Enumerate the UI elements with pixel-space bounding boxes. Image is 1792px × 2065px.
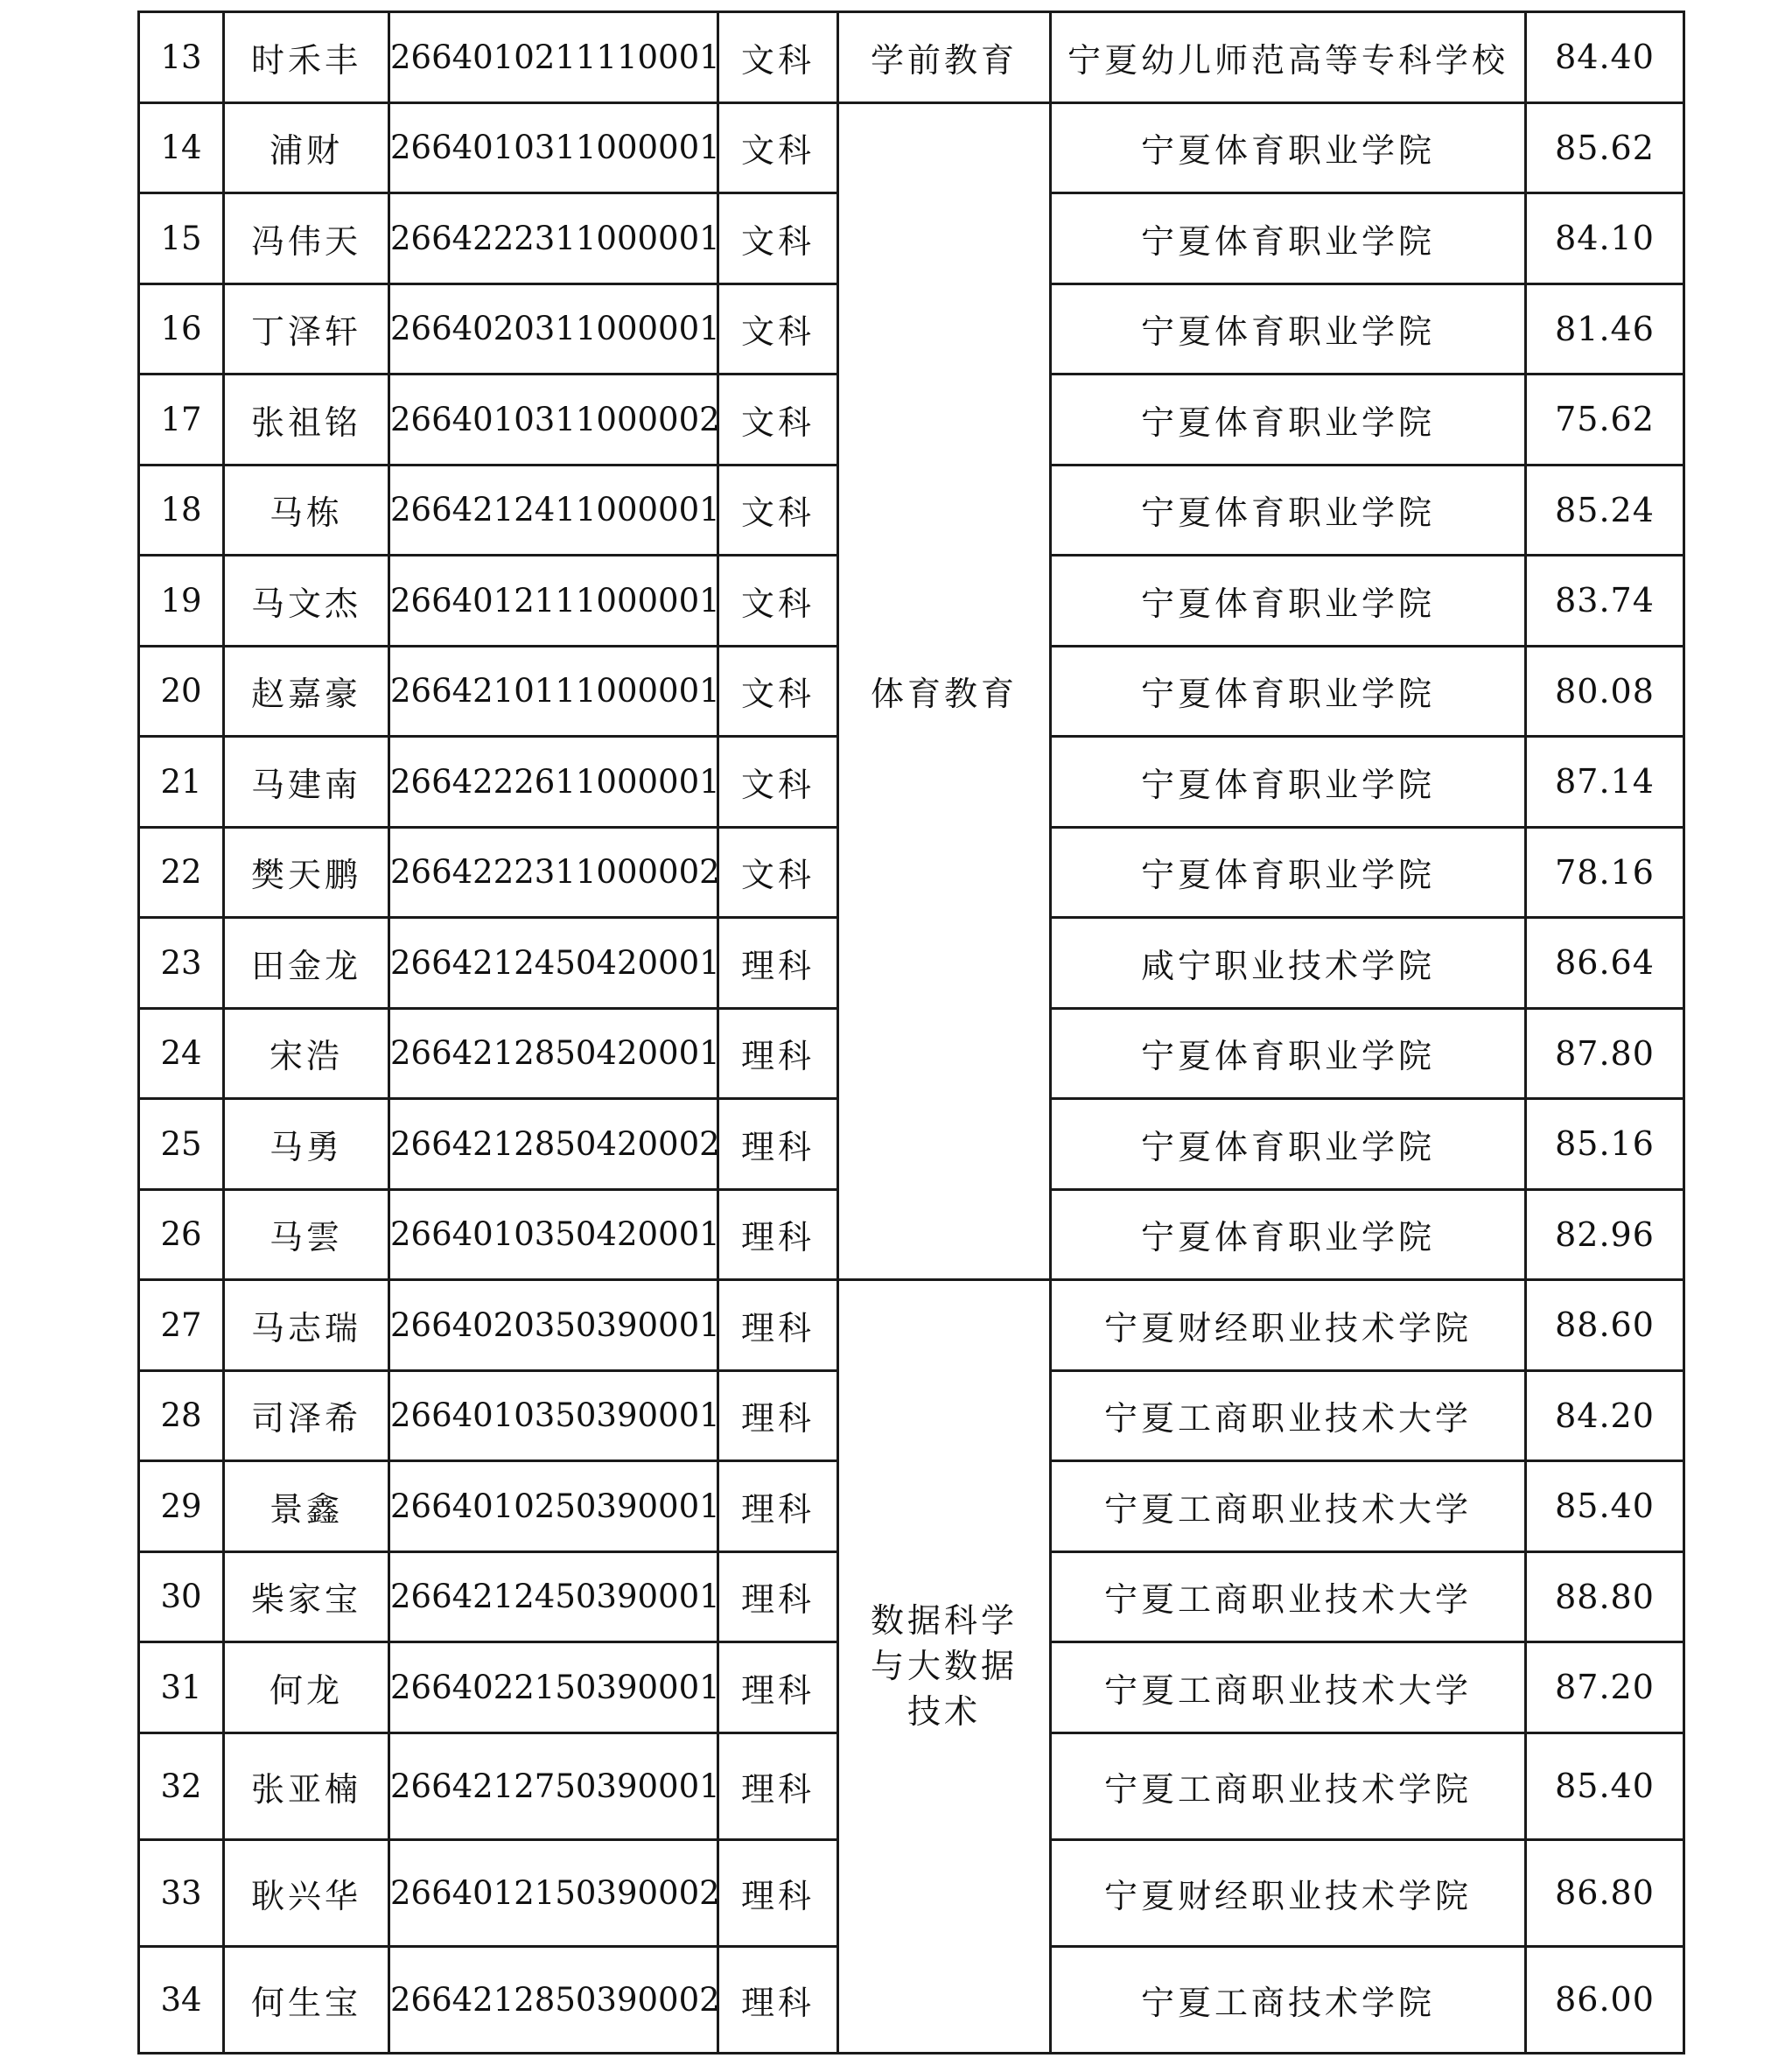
major-data-science-line3: 技术	[906, 1692, 981, 1732]
row-number: 14	[139, 102, 224, 193]
subject-type: 理科	[718, 1099, 838, 1190]
row-number: 23	[139, 918, 224, 1009]
major-pe: 体育教育	[838, 102, 1051, 1280]
score: 85.24	[1526, 465, 1684, 556]
row-number: 15	[139, 193, 224, 284]
row-number: 24	[139, 1008, 224, 1099]
student-name: 马志瑞	[224, 1280, 389, 1371]
major-data-science-line1: 数据科学	[870, 1601, 1018, 1641]
row-number: 31	[139, 1642, 224, 1733]
exam-code: 2664212450390001	[389, 1551, 718, 1642]
score: 84.40	[1526, 12, 1684, 103]
score: 85.16	[1526, 1099, 1684, 1190]
subject-type: 理科	[718, 1189, 838, 1280]
row-number: 34	[139, 1946, 224, 2053]
subject-type: 文科	[718, 374, 838, 466]
school-name: 咸宁职业技术学院	[1051, 918, 1526, 1009]
exam-code: 2664212411000001	[389, 465, 718, 556]
student-name: 马雲	[224, 1189, 389, 1280]
exam-code: 2664212850420002	[389, 1099, 718, 1190]
student-name: 冯伟天	[224, 193, 389, 284]
score: 84.20	[1526, 1370, 1684, 1461]
score: 84.10	[1526, 193, 1684, 284]
score: 85.62	[1526, 102, 1684, 193]
row-number: 19	[139, 556, 224, 647]
score: 82.96	[1526, 1189, 1684, 1280]
subject-type: 文科	[718, 102, 838, 193]
student-name: 马勇	[224, 1099, 389, 1190]
exam-code: 2664012111000001	[389, 556, 718, 647]
student-name: 丁泽轩	[224, 284, 389, 374]
row-number: 20	[139, 646, 224, 737]
table-row	[139, 102, 1684, 193]
student-name: 宋浩	[224, 1008, 389, 1099]
exam-code: 2664010311000001	[389, 102, 718, 193]
school-name: 宁夏体育职业学院	[1051, 1189, 1526, 1280]
subject-type: 文科	[718, 193, 838, 284]
student-name: 何龙	[224, 1642, 389, 1733]
subject-type: 理科	[718, 918, 838, 1009]
table-row	[139, 1280, 1684, 1371]
student-name: 樊天鹏	[224, 827, 389, 918]
student-name: 张亚楠	[224, 1732, 389, 1839]
student-name: 马栋	[224, 465, 389, 556]
major-data-science	[838, 1280, 1051, 2054]
subject-type: 文科	[718, 827, 838, 918]
school-name: 宁夏工商职业技术大学	[1051, 1551, 1526, 1642]
row-number: 21	[139, 737, 224, 828]
exam-code: 2664010311000002	[389, 374, 718, 466]
exam-code: 2664010211110001	[389, 12, 718, 103]
exam-code: 2664210111000001	[389, 646, 718, 737]
row-number: 22	[139, 827, 224, 918]
school-name: 宁夏工商职业技术大学	[1051, 1461, 1526, 1552]
exam-code: 2664020350390001	[389, 1280, 718, 1371]
score: 80.08	[1526, 646, 1684, 737]
subject-type: 文科	[718, 12, 838, 103]
score: 87.14	[1526, 737, 1684, 828]
subject-type: 文科	[718, 556, 838, 647]
school-name: 宁夏体育职业学院	[1051, 374, 1526, 466]
score: 85.40	[1526, 1732, 1684, 1839]
student-name: 柴家宝	[224, 1551, 389, 1642]
subject-type: 理科	[718, 1008, 838, 1099]
score: 88.60	[1526, 1280, 1684, 1371]
school-name: 宁夏体育职业学院	[1051, 193, 1526, 284]
school-name: 宁夏体育职业学院	[1051, 737, 1526, 828]
exam-code: 2664010250390001	[389, 1461, 718, 1552]
student-name: 马文杰	[224, 556, 389, 647]
exam-code: 2664212450420001	[389, 918, 718, 1009]
table-row	[139, 12, 1684, 103]
score: 87.20	[1526, 1642, 1684, 1733]
row-number: 29	[139, 1461, 224, 1552]
school-name: 宁夏财经职业技术学院	[1051, 1839, 1526, 1946]
subject-type: 文科	[718, 646, 838, 737]
student-name: 司泽希	[224, 1370, 389, 1461]
school-name: 宁夏工商技术学院	[1051, 1946, 1526, 2053]
school-name: 宁夏体育职业学院	[1051, 556, 1526, 647]
score: 85.40	[1526, 1461, 1684, 1552]
student-name: 田金龙	[224, 918, 389, 1009]
exam-code: 2664222311000001	[389, 193, 718, 284]
subject-type: 文科	[718, 284, 838, 374]
row-number: 33	[139, 1839, 224, 1946]
row-number: 30	[139, 1551, 224, 1642]
exam-code: 2664020311000001	[389, 284, 718, 374]
exam-code: 2664010350420001	[389, 1189, 718, 1280]
row-number: 26	[139, 1189, 224, 1280]
subject-type: 理科	[718, 1642, 838, 1733]
student-name: 何生宝	[224, 1946, 389, 2053]
row-number: 28	[139, 1370, 224, 1461]
score: 87.80	[1526, 1008, 1684, 1099]
score: 86.64	[1526, 918, 1684, 1009]
school-name: 宁夏体育职业学院	[1051, 646, 1526, 737]
school-name: 宁夏工商职业技术大学	[1051, 1370, 1526, 1461]
student-name: 浦财	[224, 102, 389, 193]
subject-type: 文科	[718, 465, 838, 556]
school-name: 宁夏体育职业学院	[1051, 465, 1526, 556]
student-name: 马建南	[224, 737, 389, 828]
subject-type: 理科	[718, 1946, 838, 2053]
major-data-science-line2: 与大数据	[870, 1647, 1018, 1686]
row-number: 18	[139, 465, 224, 556]
row-number: 17	[139, 374, 224, 466]
student-name: 景鑫	[224, 1461, 389, 1552]
student-name: 张祖铭	[224, 374, 389, 466]
student-name: 耿兴华	[224, 1839, 389, 1946]
exam-code: 2664212850420001	[389, 1008, 718, 1099]
school-name: 宁夏体育职业学院	[1051, 102, 1526, 193]
school-name: 宁夏体育职业学院	[1051, 284, 1526, 374]
exam-code: 2664022150390001	[389, 1642, 718, 1733]
score: 88.80	[1526, 1551, 1684, 1642]
exam-code: 2664010350390001	[389, 1370, 718, 1461]
school-name: 宁夏体育职业学院	[1051, 827, 1526, 918]
subject-type: 文科	[718, 737, 838, 828]
exam-code: 2664222311000002	[389, 827, 718, 918]
school-name: 宁夏工商职业技术大学	[1051, 1642, 1526, 1733]
row-number: 27	[139, 1280, 224, 1371]
subject-type: 理科	[718, 1732, 838, 1839]
row-number: 13	[139, 12, 224, 103]
score: 75.62	[1526, 374, 1684, 466]
score: 81.46	[1526, 284, 1684, 374]
school-name: 宁夏体育职业学院	[1051, 1099, 1526, 1190]
subject-type: 理科	[718, 1461, 838, 1552]
major-preschool: 学前教育	[838, 12, 1051, 103]
subject-type: 理科	[718, 1551, 838, 1642]
school-name: 宁夏幼儿师范高等专科学校	[1051, 12, 1526, 103]
subject-type: 理科	[718, 1839, 838, 1946]
exam-code: 2664222611000001	[389, 737, 718, 828]
subject-type: 理科	[718, 1370, 838, 1461]
score: 78.16	[1526, 827, 1684, 918]
row-number: 16	[139, 284, 224, 374]
score: 83.74	[1526, 556, 1684, 647]
school-name: 宁夏财经职业技术学院	[1051, 1280, 1526, 1371]
row-number: 25	[139, 1099, 224, 1190]
exam-code: 2664212850390002	[389, 1946, 718, 2053]
score: 86.00	[1526, 1946, 1684, 2053]
admission-table	[137, 10, 1685, 2054]
school-name: 宁夏体育职业学院	[1051, 1008, 1526, 1099]
row-number: 32	[139, 1732, 224, 1839]
exam-code: 2664012150390002	[389, 1839, 718, 1946]
student-name: 时禾丰	[224, 12, 389, 103]
school-name: 宁夏工商职业技术学院	[1051, 1732, 1526, 1839]
exam-code: 2664212750390001	[389, 1732, 718, 1839]
student-name: 赵嘉豪	[224, 646, 389, 737]
score: 86.80	[1526, 1839, 1684, 1946]
subject-type: 理科	[718, 1280, 838, 1371]
